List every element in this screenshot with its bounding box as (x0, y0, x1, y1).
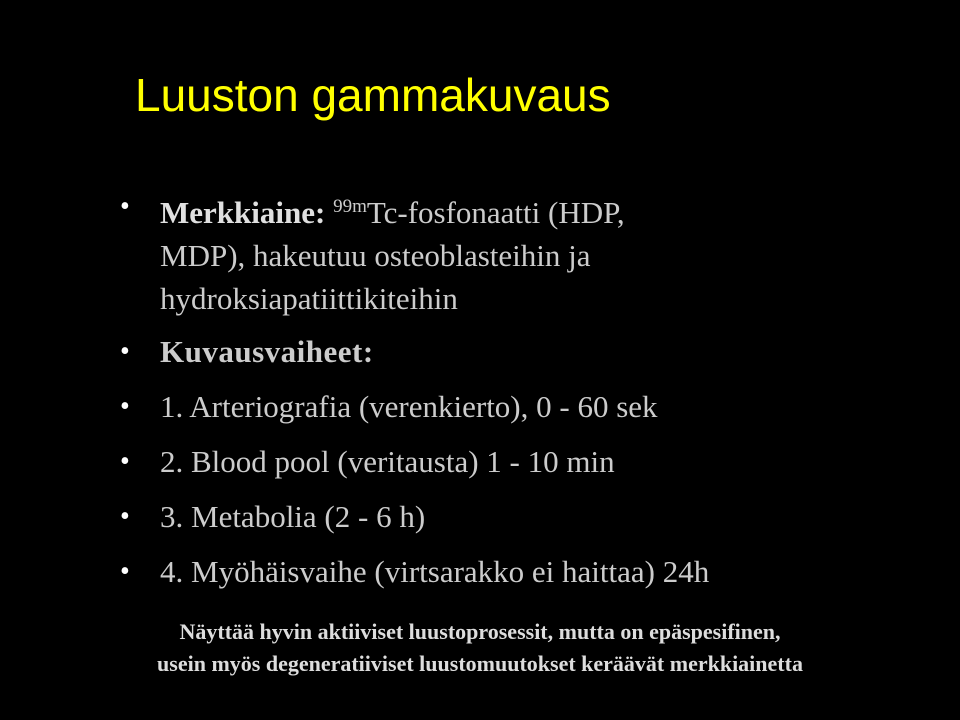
tracer-text-line1: Tc-fosfonaatti (HDP, (366, 195, 625, 230)
phase-3-text: 3. Metabolia (2 - 6 h) (160, 499, 426, 534)
bullet-phase-4 (120, 550, 920, 593)
phase-4-text: 4. Myöhäisvaihe (virtsarakko ei haittaa) 24h (160, 554, 710, 589)
footer-line-2: usein myös degeneratiiviset luustomuutokset keräävät merkkiainetta (157, 651, 803, 676)
slide-title: Luuston gammakuvaus (135, 69, 611, 121)
bullet-phase-2 (120, 440, 920, 483)
footer-note (0, 616, 960, 680)
phase-2-text: 2. Blood pool (veritausta) 1 - 10 min (160, 444, 615, 479)
bullet-phase-1 (120, 385, 920, 428)
footer-line-1: Näyttää hyvin aktiiviset luustoprosessit, mutta on epäspesifinen, (179, 619, 781, 644)
tracer-text-line2: MDP), hakeutuu osteoblasteihin ja (160, 238, 591, 273)
bullet-tracer (120, 185, 920, 320)
bullet-phase-3 (120, 495, 920, 538)
phases-label: Kuvausvaiheet: (160, 334, 374, 369)
tracer-label: Merkkiaine: (160, 195, 326, 230)
isotope-mass: 99m (333, 196, 367, 217)
bullet-list (120, 185, 920, 593)
tracer-text-line3: hydroksiapatiittikiteihin (160, 281, 458, 316)
phase-1-text: 1. Arteriografia (verenkierto), 0 - 60 sek (160, 389, 658, 424)
bullet-phases-heading (120, 330, 920, 373)
